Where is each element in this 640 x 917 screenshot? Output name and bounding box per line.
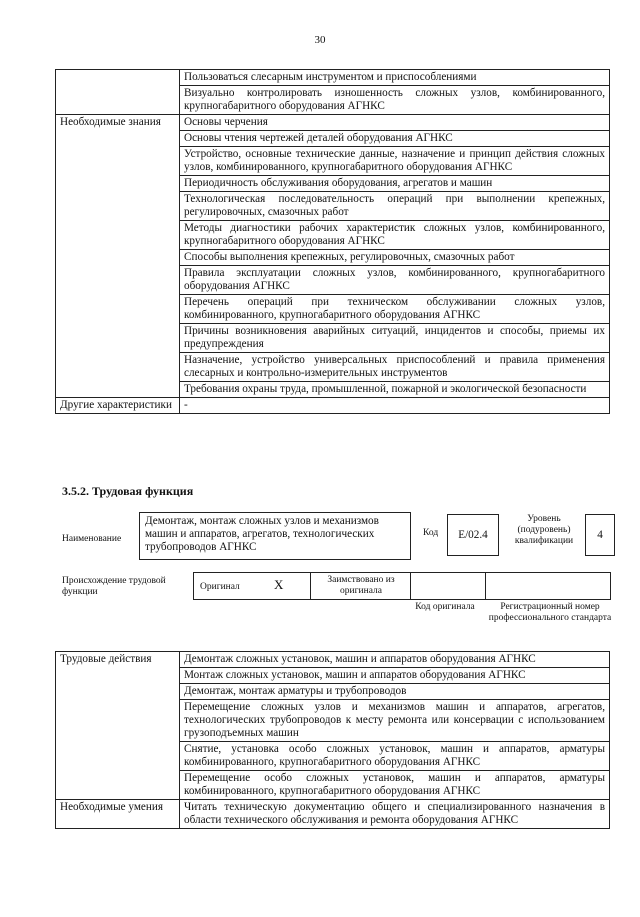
row-item: Демонтаж сложных установок, машин и аппаратов оборудования АГНКС — [180, 652, 610, 668]
code-label: Код — [423, 528, 439, 538]
code-original-cell — [410, 572, 486, 600]
row-item: Перемещение особо сложных установок, машин и аппаратов, арматуры комбинированного, крупногабаритного оборудования АГНКС — [180, 771, 610, 800]
row-item: Технологическая последовательность операций при выполнении крепежных, регулировочных, смазочных работ — [180, 192, 610, 221]
row-label: Трудовые действия — [56, 652, 180, 800]
row-item: Причины возникновения аварийных ситуаций, инцидентов и способы, приемы их предупреждения — [180, 324, 610, 353]
table-row — [56, 652, 610, 668]
row-item: Методы диагностики рабочих характеристик сложных узлов, комбинированного, крупногабаритного оборудования АГНКС — [180, 221, 610, 250]
borrowed-cell — [310, 572, 411, 600]
row-label: Необходимые умения — [56, 800, 180, 829]
row-item: Основы черчения — [180, 115, 610, 131]
row-item: Правила эксплуатации сложных узлов, комбинированного, крупногабаритного оборудования АГНКС — [180, 266, 610, 295]
row-label — [56, 70, 180, 115]
row-item: Пользоваться слесарным инструментом и приспособлениями — [180, 70, 610, 86]
function-name-box: Демонтаж, монтаж сложных узлов и механизмов машин и аппаратов, агрегатов, технологических трубопроводов АГНКС — [139, 512, 411, 560]
knowledge-table — [55, 69, 610, 414]
table-row — [56, 70, 610, 86]
table-row — [56, 398, 610, 414]
reg-number-label: Регистрационный номер профессионального стандарта — [488, 602, 612, 623]
row-item: Способы выполнения крепежных, регулировочных, смазочных работ — [180, 250, 610, 266]
row-item: Перечень операций при техническом обслуживании сложных узлов, комбинированного, крупногабаритного оборудования АГНКС — [180, 295, 610, 324]
knowledge-table-body — [56, 70, 610, 414]
borrowed-label: Заимствовано из оригинала — [327, 575, 395, 596]
row-item: Устройство, основные технические данные, назначение и принцип действия сложных узлов, комбинированного, крупногабаритного оборудования АГНКС — [180, 147, 610, 176]
row-item: Визуально контролировать изношенность сложных узлов, комбинированного, крупногабаритного оборудования АГНКС — [180, 86, 610, 115]
labor-actions-table-body — [56, 652, 610, 829]
table-row — [56, 115, 610, 131]
code-original-label: Код оригинала — [415, 602, 475, 612]
original-mark: X — [274, 577, 284, 592]
row-item: Демонтаж, монтаж арматуры и трубопроводов — [180, 684, 610, 700]
origin-box — [193, 572, 611, 600]
original-label: Оригинал — [200, 582, 240, 592]
origin-label: Происхождение трудовой функции — [62, 576, 166, 597]
table-row — [56, 800, 610, 829]
origin-row — [55, 572, 615, 642]
row-item: Снятие, установка особо сложных установок, машин и аппаратов, арматуры комбинированного, крупногабаритного оборудования АГНКС — [180, 742, 610, 771]
row-label: Другие характеристики — [56, 398, 180, 414]
original-cell — [193, 572, 311, 600]
section-title: 3.5.2. Трудовая функция — [62, 484, 194, 498]
row-item: Периодичность обслуживания оборудования, агрегатов и машин — [180, 176, 610, 192]
reg-number-cell — [485, 572, 611, 600]
row-item: Требования охраны труда, промышленной, пожарной и экологической безопасности — [180, 382, 610, 398]
function-header — [55, 510, 615, 565]
page-number: 30 — [314, 34, 326, 46]
row-label: Необходимые знания — [56, 115, 180, 398]
row-item: Перемещение сложных узлов и механизмов машин и аппаратов, агрегатов, технологических трубопроводов к месту ремонта или консервации с использованием грузоподъемных машин — [180, 700, 610, 742]
level-value-box: 4 — [585, 514, 615, 556]
row-item: Монтаж сложных установок, машин и аппаратов оборудования АГНКС — [180, 668, 610, 684]
level-label: Уровень (подуровень) квалификации — [514, 514, 574, 546]
row-item: - — [180, 398, 610, 414]
row-item: Читать техническую документацию общего и специализированного назначения в области технического обслуживания и ремонта оборудования АГНКС — [180, 800, 610, 829]
name-label: Наименование — [62, 534, 122, 544]
row-item: Основы чтения чертежей деталей оборудования АГНКС — [180, 131, 610, 147]
function-code-box: E/02.4 — [447, 514, 499, 556]
row-item: Назначение, устройство универсальных приспособлений и правила применения слесарных и контрольно-измерительных инструментов — [180, 353, 610, 382]
labor-actions-table — [55, 651, 610, 829]
